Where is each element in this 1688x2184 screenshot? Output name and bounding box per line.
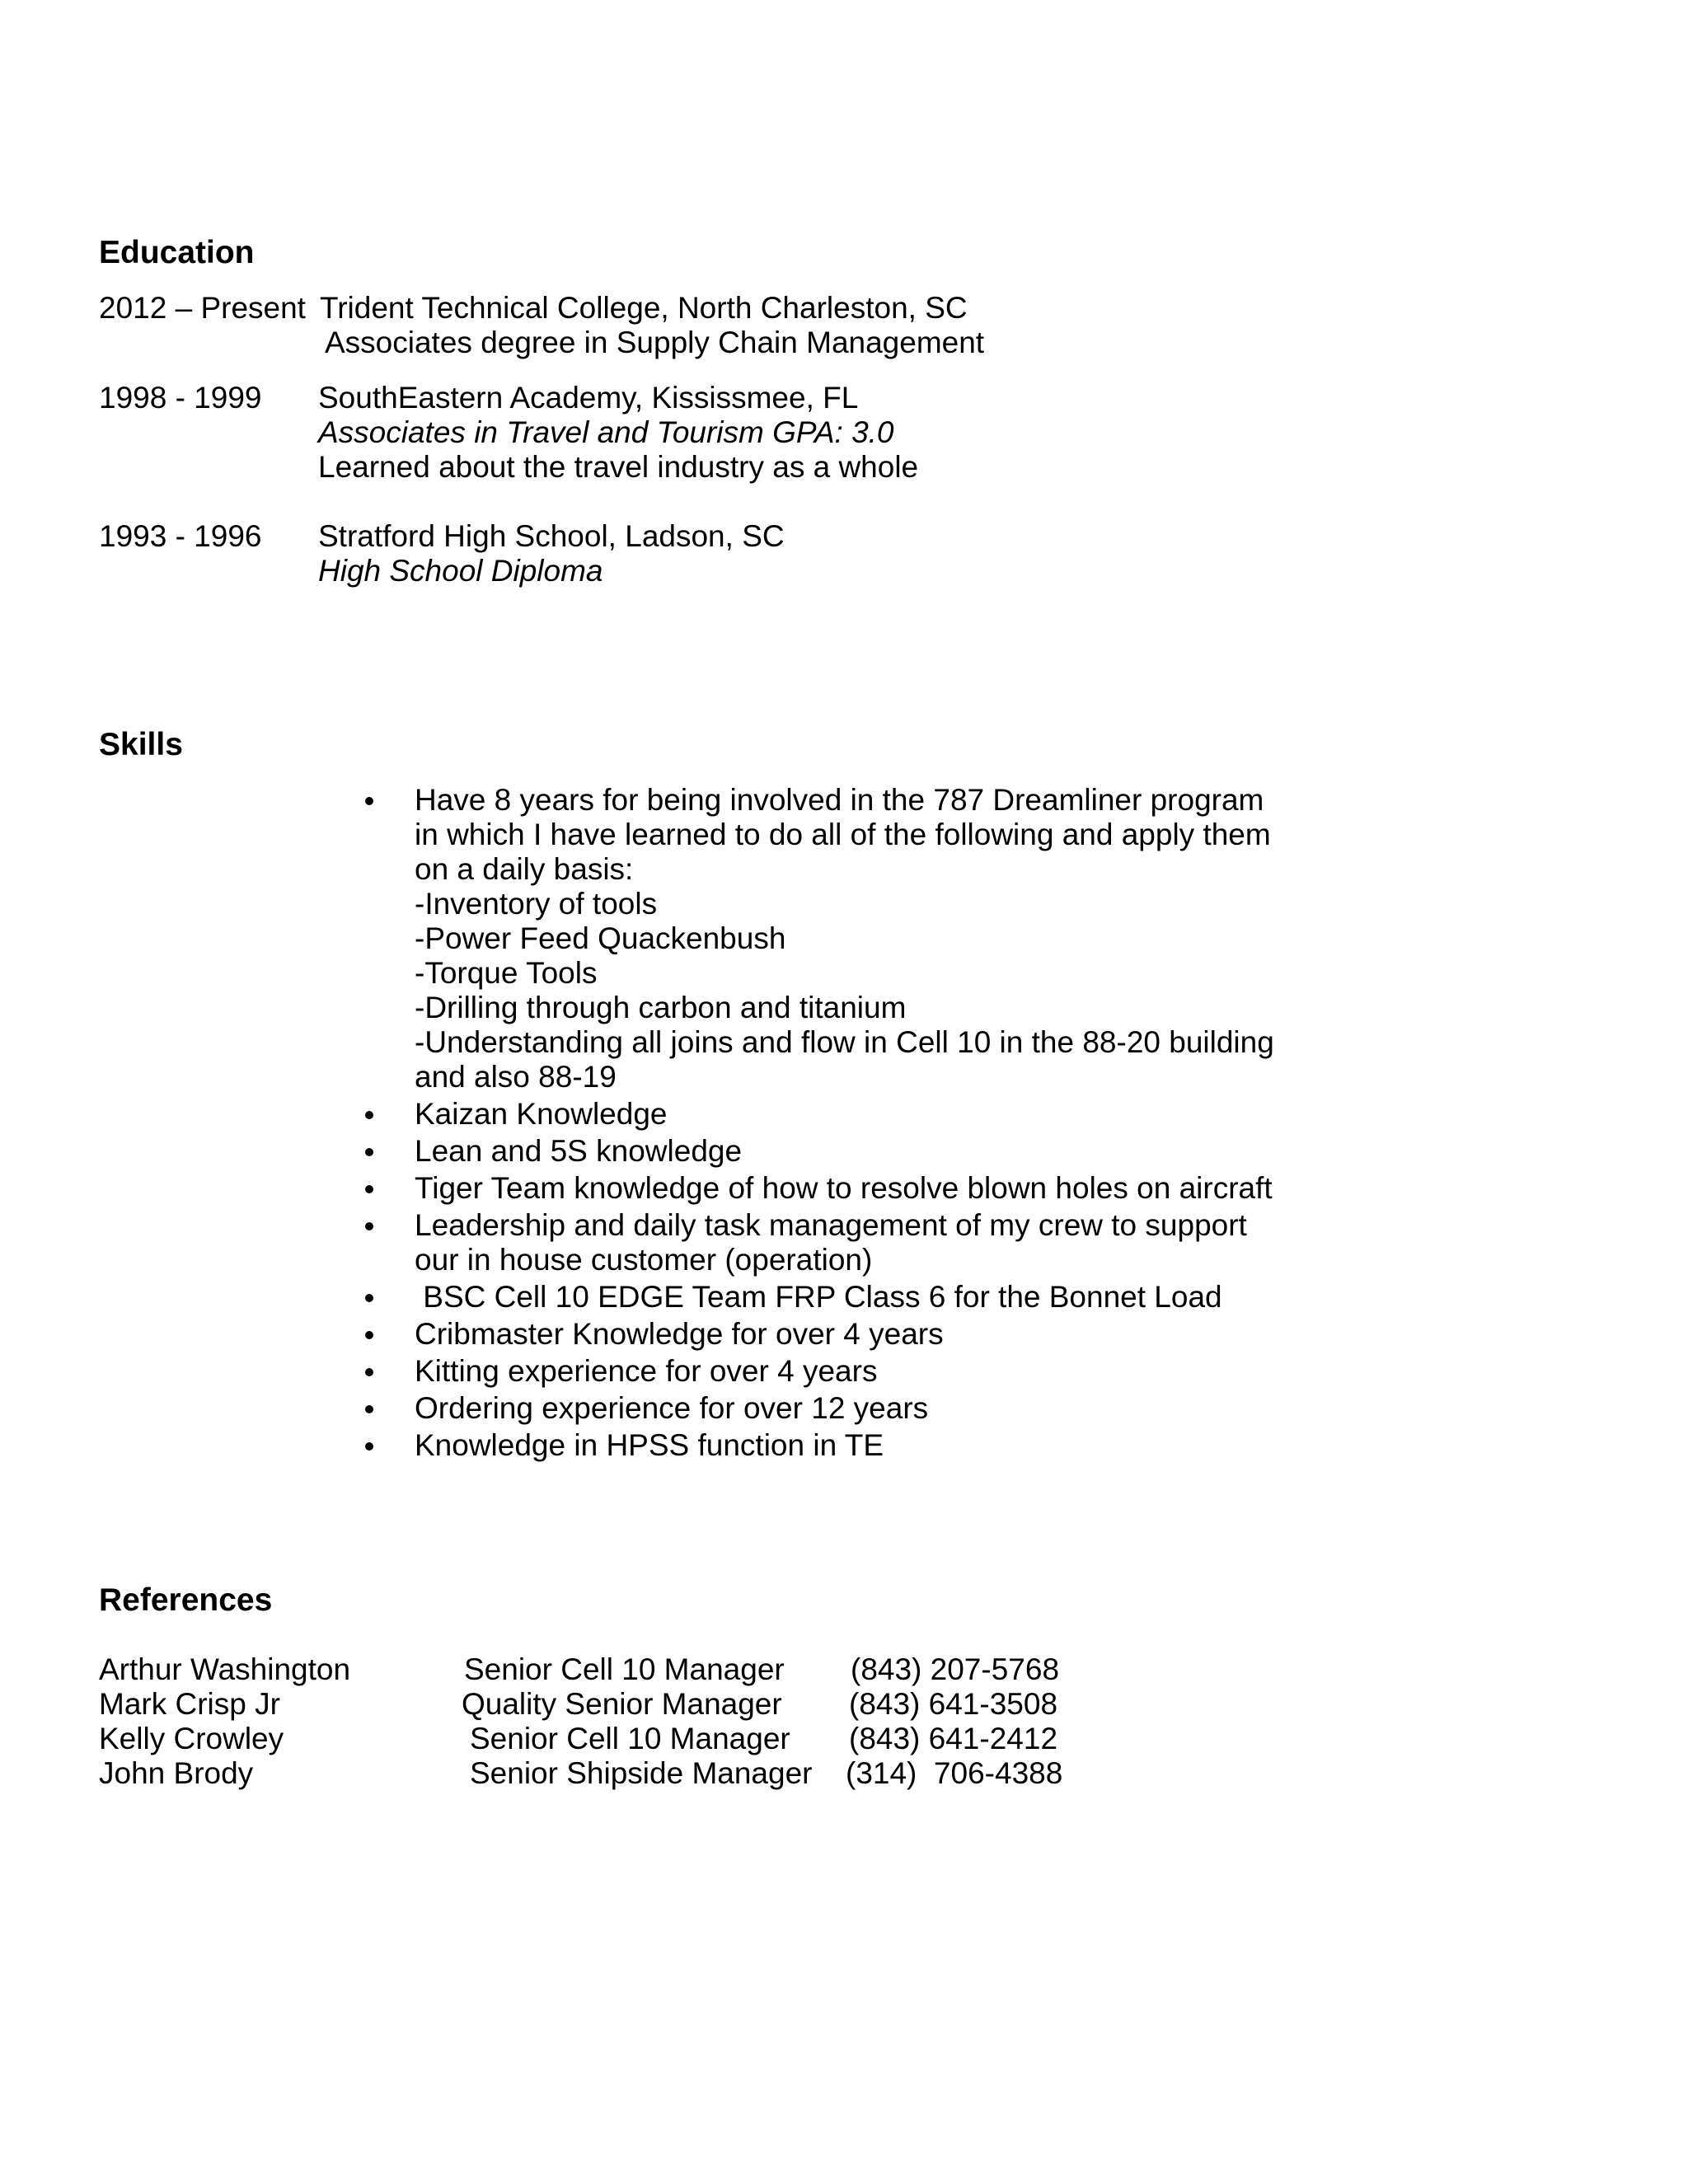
reference-name: Mark Crisp Jr — [99, 1687, 280, 1721]
education-school: Stratford High School, Ladson, SC — [318, 519, 785, 553]
skill-item — [365, 1391, 1354, 1426]
skill-line: Kaizan Knowledge — [415, 1097, 668, 1131]
education-school: SouthEastern Academy, Kississmee, FL — [318, 381, 859, 415]
bullet-icon — [365, 1331, 373, 1339]
skill-item — [365, 1171, 1354, 1206]
reference-title: Quality Senior Manager — [462, 1687, 782, 1721]
reference-name: John Brody — [99, 1756, 254, 1790]
bullet-icon — [365, 1185, 373, 1193]
education-heading: Education — [99, 235, 255, 270]
skill-line: BSC Cell 10 EDGE Team FRP Class 6 for the Bonnet Load — [415, 1280, 1222, 1314]
bullet-icon — [365, 1222, 373, 1230]
reference-title: Senior Cell 10 Manager — [464, 1652, 785, 1686]
skill-line: -Drilling through carbon and titanium — [415, 991, 907, 1024]
skills-list — [365, 783, 1354, 1465]
skill-line: Knowledge in HPSS function in TE — [415, 1428, 884, 1462]
education-degree: Associates degree in Supply Chain Management — [325, 326, 985, 359]
skill-item — [365, 1280, 1354, 1315]
skill-item — [365, 1097, 1354, 1132]
skill-line: -Torque Tools — [415, 956, 598, 990]
reference-phone: (314) 706-4388 — [846, 1756, 1063, 1790]
education-details — [318, 519, 785, 588]
bullet-icon — [365, 1405, 373, 1413]
references-heading: References — [99, 1582, 273, 1618]
skill-line: Lean and 5S knowledge — [415, 1134, 743, 1168]
reference-name: Arthur Washington — [99, 1652, 351, 1686]
education-degree: High School Diploma — [318, 554, 603, 588]
skill-line: in which I have learned to do all of the following and apply them — [415, 818, 1271, 851]
education-details — [318, 381, 918, 485]
education-years: 2012 – Present — [99, 291, 306, 325]
skill-item — [365, 1317, 1354, 1352]
skill-line: Cribmaster Knowledge for over 4 years — [415, 1317, 944, 1351]
reference-phone: (843) 641-3508 — [849, 1687, 1058, 1721]
education-years: 1993 - 1996 — [99, 519, 262, 553]
skill-line: and also 88-19 — [415, 1060, 617, 1094]
skill-line: on a daily basis: — [415, 852, 634, 886]
bullet-icon — [365, 797, 373, 805]
skill-item — [365, 783, 1354, 1094]
reference-phone: (843) 641-2412 — [849, 1722, 1058, 1755]
education-school: Trident Technical College, North Charleston, SC — [320, 291, 968, 325]
skill-line: -Power Feed Quackenbush — [415, 921, 786, 955]
skill-line: our in house customer (operation) — [415, 1243, 873, 1277]
reference-row — [99, 1722, 1170, 1756]
reference-name: Kelly Crowley — [99, 1722, 284, 1755]
skill-line: -Inventory of tools — [415, 887, 658, 921]
bullet-icon — [365, 1294, 373, 1302]
skill-item — [365, 1354, 1354, 1389]
reference-title: Senior Cell 10 Manager — [470, 1722, 790, 1755]
education-details — [320, 291, 984, 360]
skill-line: Kitting experience for over 4 years — [415, 1354, 878, 1388]
bullet-icon — [365, 1442, 373, 1451]
bullet-icon — [365, 1148, 373, 1156]
skill-item — [365, 1134, 1354, 1169]
reference-row — [99, 1687, 1170, 1722]
reference-row — [99, 1652, 1170, 1687]
education-degree: Associates in Travel and Tourism GPA: 3.0 — [318, 415, 894, 449]
skills-heading: Skills — [99, 727, 183, 762]
skill-line: Leadership and daily task management of my crew to support — [415, 1208, 1247, 1242]
skill-line: -Understanding all joins and flow in Cell 10 in the 88-20 building — [415, 1025, 1274, 1059]
bullet-icon — [365, 1368, 373, 1376]
skill-line: Have 8 years for being involved in the 787 Dreamliner program — [415, 783, 1264, 817]
reference-phone: (843) 207-5768 — [851, 1652, 1060, 1686]
skill-item — [365, 1208, 1354, 1277]
reference-title: Senior Shipside Manager — [470, 1756, 813, 1790]
skill-line: Tiger Team knowledge of how to resolve blown holes on aircraft — [415, 1171, 1273, 1205]
references-table — [99, 1652, 1170, 1791]
bullet-icon — [365, 1111, 373, 1119]
reference-row — [99, 1756, 1170, 1791]
education-description: Learned about the travel industry as a whole — [318, 450, 919, 484]
skill-line: Ordering experience for over 12 years — [415, 1391, 929, 1425]
education-years: 1998 - 1999 — [99, 381, 262, 415]
skill-item — [365, 1428, 1354, 1463]
